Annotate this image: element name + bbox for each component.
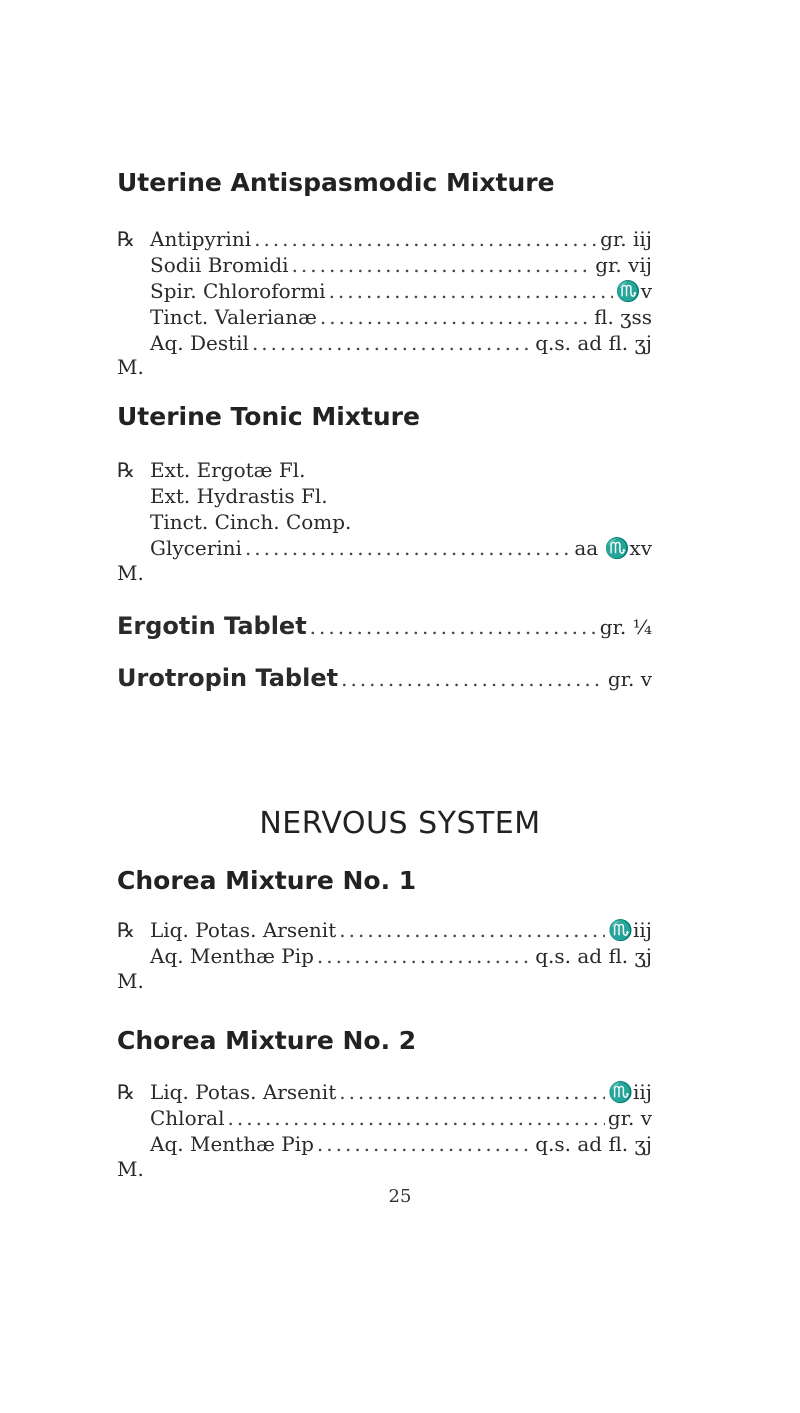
misce-label: M. [117,1157,144,1181]
ingredient-row [150,1132,652,1158]
rx-symbol: ℞ [117,1080,135,1104]
ingredient-dose: q.s. ad fl. ʒj [535,1132,652,1156]
leader-dots [310,615,597,639]
ingredient-name: Sodii Bromidi [150,253,289,277]
ingredient-dose: gr. iij [600,227,652,251]
ingredient-dose: q.s. ad fl. ʒj [535,331,652,355]
ingredient-row [150,1106,652,1132]
leader-dots [245,536,571,560]
rx-symbol: ℞ [117,458,135,482]
leader-dots [320,305,591,329]
ingredient-dose: gr. v [607,1106,652,1130]
leader-dots [254,227,597,251]
leader-dots [317,944,532,968]
ingredient-name: Spir. Chloroformi [150,279,326,303]
uterine-antispasmodic-title: Uterine Antispasmodic Mixture [117,168,555,197]
page-number: 25 [388,1186,412,1207]
ingredient-dose: gr. vij [595,253,652,277]
ingredient-dose: aa ♏xv [574,536,652,560]
ingredient-row [117,918,652,944]
leader-dots [228,1106,605,1130]
leader-dots [292,253,593,277]
ingredient-row [150,944,652,970]
ingredient-name: Chloral [150,1106,225,1130]
ingredient-dose: ♏v [615,279,652,303]
ingredient-row [117,227,652,253]
chorea-mixture-2-title: Chorea Mixture No. 2 [117,1026,417,1055]
ingredient-name: Liq. Potas. Arsenit [150,1080,337,1104]
ingredient-name: Tinct. Cinch. Comp. [150,510,352,534]
leader-dots [252,331,532,355]
ingredient-row [150,279,652,305]
ingredient-name: Aq. Menthæ Pip [150,944,314,968]
ingredient-row [150,253,652,279]
misce-label: M. [117,969,144,993]
ingredient-name: Ext. Ergotæ Fl. [150,458,306,482]
ingredient-name: Glycerini [150,536,242,560]
ingredient-row [150,536,652,562]
ingredient-dose: ♏iij [608,918,652,942]
rx-symbol: ℞ [117,918,135,942]
tablet-name: Ergotin Tablet [117,612,307,640]
ingredient-name: Tinct. Valerianæ [150,305,317,329]
ingredient-row [117,458,652,484]
leader-dots [329,279,613,303]
misce-label: M. [117,561,144,585]
rx-symbol: ℞ [117,227,135,251]
leader-dots [339,918,605,942]
ingredient-dose: q.s. ad fl. ʒj [535,944,652,968]
leader-dots [341,667,605,691]
ingredient-dose: ♏iij [608,1080,652,1104]
ingredient-name: Ext. Hydrastis Fl. [150,484,328,508]
section-title: NERVOUS SYSTEM [259,806,541,841]
ingredient-dose: fl. ʒss [594,305,652,329]
ingredient-name: Aq. Menthæ Pip [150,1132,314,1156]
ingredient-name: Antipyrini [150,227,252,251]
ingredient-row [117,1080,652,1106]
leader-dots [317,1132,532,1156]
misce-label: M. [117,355,144,379]
ingredient-row [150,305,652,331]
ingredient-name: Liq. Potas. Arsenit [150,918,337,942]
leader-dots [339,1080,605,1104]
uterine-tonic-title: Uterine Tonic Mixture [117,402,420,431]
ingredient-row [150,331,652,357]
tablet-name: Urotropin Tablet [117,664,339,692]
tablet-row [117,612,652,638]
tablet-row [117,664,652,690]
ingredient-name: Aq. Destil [150,331,249,355]
tablet-dose: gr. v [607,667,652,691]
chorea-mixture-1-title: Chorea Mixture No. 1 [117,866,417,895]
tablet-dose: gr. ¼ [599,615,652,639]
